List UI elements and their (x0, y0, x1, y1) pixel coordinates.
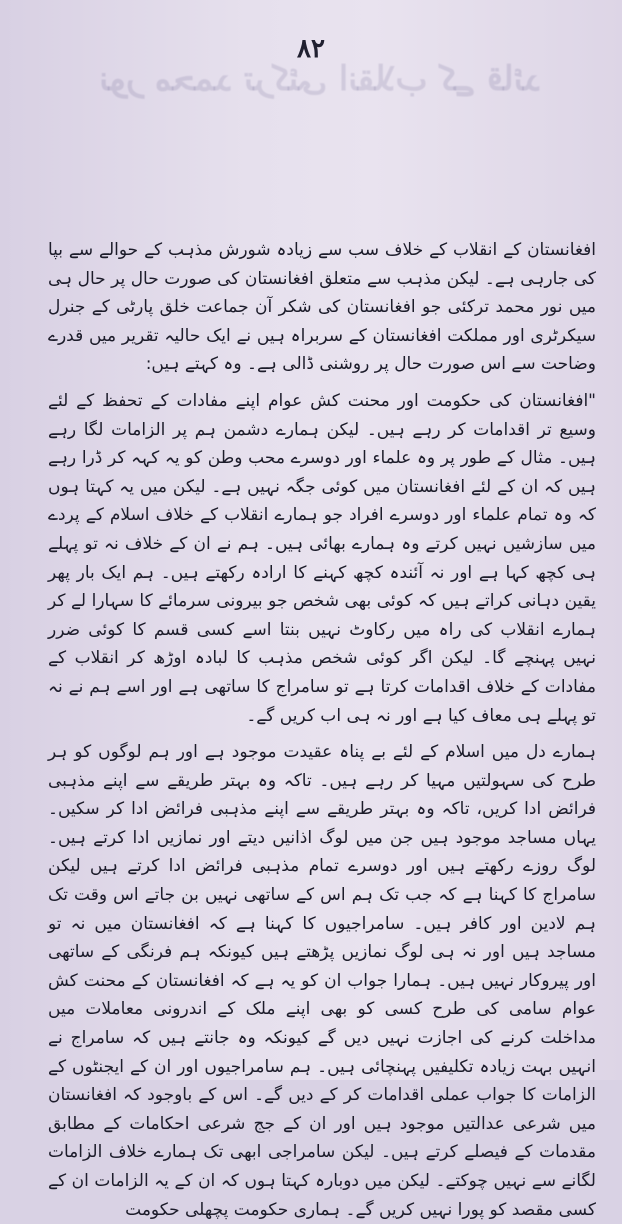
paragraph-quote-2: ہمارے دل میں اسلام کے لئے بے پناہ عقیدت موجود ہے اور ہم لوگوں کو ہر طرح کی سہولتیں مہیا کر رہے ہیں۔ تاکہ وہ بہتر طریقے سے اپنے مذہبی فرائض ادا کریں، تاکہ وہ بہتر طریقے سے اپنے مذہبی فرائض ادا کر سکیں۔ یہاں مساجد موجود ہیں جن میں لوگ اذانیں دیتے اور نمازیں ادا کرتے ہیں۔ لوگ روزے رکھتے ہیں اور دوسرے تمام مذہبی فرائض ادا کرتے ہیں لیکن سامراج کا کہنا ہے کہ جب تک ہم اس کے ساتھی نہیں بن جاتے اس وقت تک ہم لادین اور کافر ہیں۔ سامراجیوں کا کہنا ہے کہ افغانستان میں نہ تو مساجد ہیں اور نہ ہی لوگ نمازیں پڑھتے ہیں کیونکہ ہم فرنگی کے ساتھی اور پیروکار نہیں ہیں۔ ہمارا جواب ان کو یہ ہے کہ افغانستان کے محنت کش عوام سامی کی طرح کسی کو بھی اپنے ملک کے اندرونی معاملات میں مداخلت کرنے کی اجازت نہیں دیں گے کیونکہ وہ جانتے ہیں کہ سامراج نے انہیں بہت زیادہ تکلیفیں پہنچائی ہیں۔ ہم سامراجیوں اور ان کے ایجنٹوں کے الزامات کا جواب عملی اقدامات کر کے دیں گے۔ اس کے باوجود کہ افغانستان میں شرعی عدالتیں موجود ہیں اور ان کے جج شرعی احکامات کے مطابق مقدمات کے فیصلے کرتے ہیں۔ لیکن سامراجی ابھی تک ہمارے خلاف الزامات لگانے سے نہیں چوکتے۔ لیکن میں دوبارہ کہتا ہوں کہ ان کے یہ الزامات ان کے کسی مقصد کو پورا نہیں کریں گے۔ ہماری حکومت پچھلی حکومت (48, 742, 596, 1220)
page-number: ۸۲ (297, 34, 325, 64)
body-text (48, 236, 596, 1224)
bleed-through-title: نور محمد ترکئی انقلاب کے قائد (99, 59, 541, 99)
bleed-through-text (70, 59, 570, 222)
paragraph-intro: افغانستان کے انقلاب کے خلاف سب سے زیادہ شورش مذہب کے حوالے سے بپا کی جارہی ہے۔ لیکن مذہب سے متعلق افغانستان کی صورت حال پر حال ہی میں نور محمد ترکئی جو افغانستان کی شکر آن جماعت خلق پارٹی کے جنرل سیکرٹری اور مملکت افغانستان کے سربراہ ہیں نے ایک حالیہ تقریر میں قدرے وضاحت سے اس صورت حال پر روشنی ڈالی ہے۔ وہ کہتے ہیں: (48, 240, 596, 375)
paragraph-quote-1: "افغانستان کی حکومت اور محنت کش عوام اپنے مفادات کے تحفظ کے لئے وسیع تر اقدامات کر رہے ہیں۔ لیکن ہمارے دشمن ہم پر الزامات لگا رہے ہیں۔ مثال کے طور پر وہ علماء اور دوسرے محب وطن کو یہ کہہ کر ڈرا رہے ہیں کہ ان کے لئے افغانستان میں کوئی جگہ نہیں ہے۔ لیکن میں یہ کہتا ہوں کہ وہ تمام علماء اور دوسرے افراد جو ہمارے انقلاب کے خلاف اسلام کے پردے میں سازشیں نہیں کرتے وہ ہمارے بھائی ہیں۔ ہم نے ان کے خلاف نہ تو پہلے ہی کچھ کہا ہے اور نہ آئندہ کچھ کہنے کا ارادہ رکھتے ہیں۔ ہم ایک بار پھر یقین دہانی کراتے ہیں کہ کوئی بھی شخص جو بیرونی سرمائے کا سہارا لے کر ہمارے انقلاب کی راہ میں رکاوٹ نہیں بنتا اسے کسی قسم کا کوئی ضرر نہیں پہنچے گا۔ لیکن اگر کوئی شخص مذہب کا لبادہ اوڑھ کر انقلاب کے مفادات کے خلاف اقدامات کرتا ہے تو سامراج کا ساتھی ہے اور اسے ہم نے نہ تو پہلے ہی معاف کیا ہے اور نہ ہی اب کریں گے۔ (48, 390, 596, 726)
